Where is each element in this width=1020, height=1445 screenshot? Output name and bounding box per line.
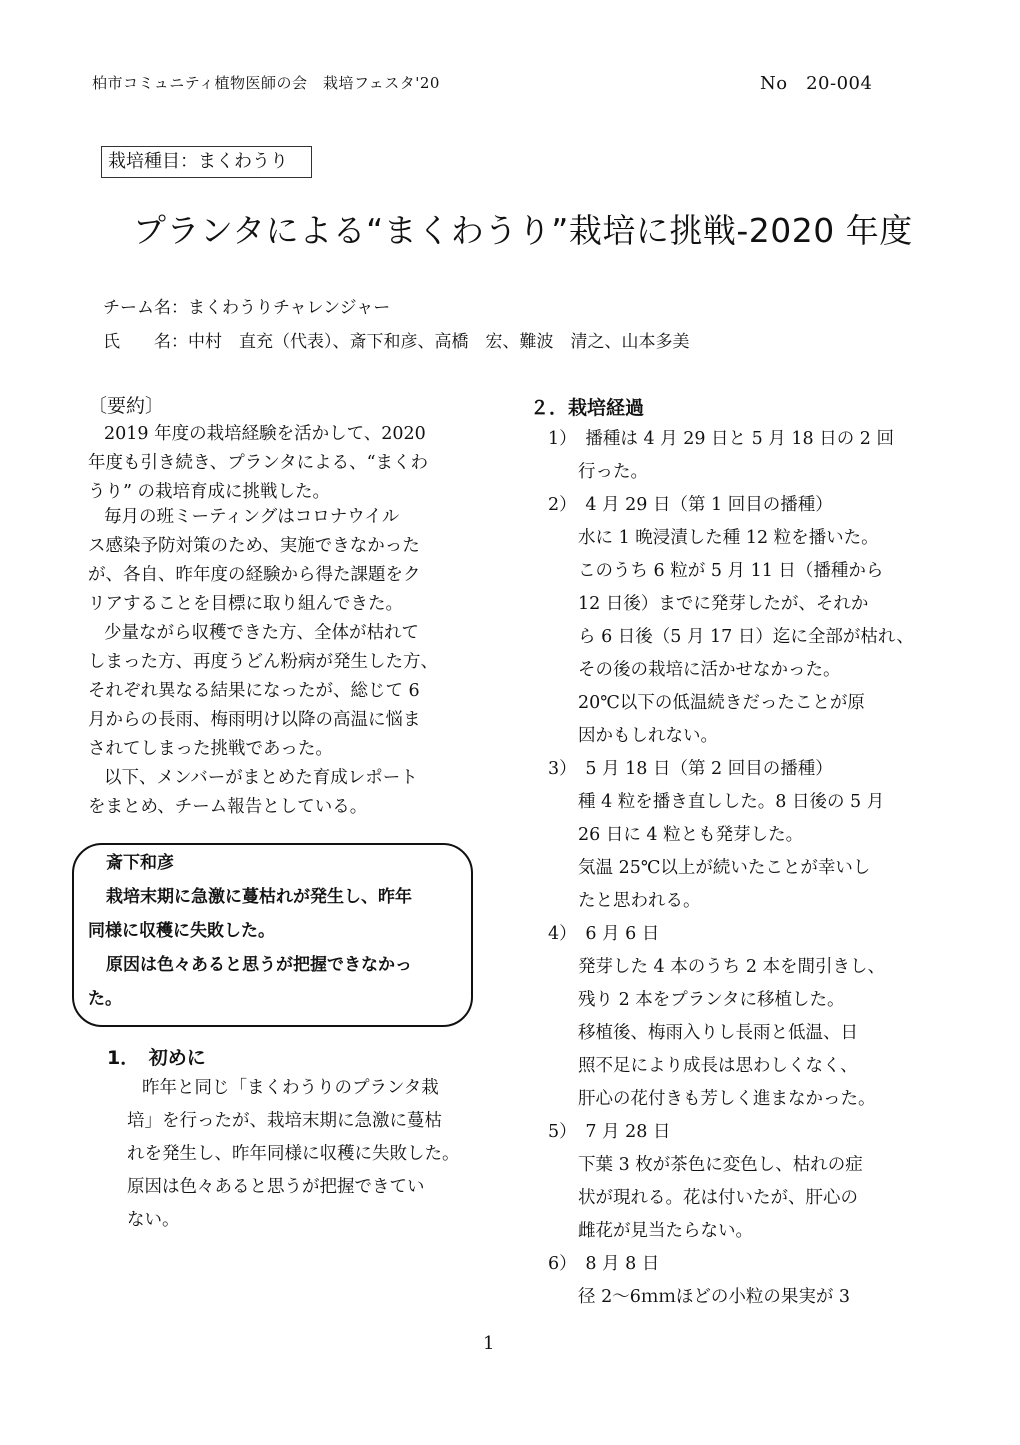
- crop-label-box: 栽培種目：まくわうり: [101, 146, 312, 178]
- section2-line: 2） 4 月 29 日（第 1 回目の播種）: [548, 495, 833, 515]
- summary-line: ス感染予防対策のため、実施できなかった: [88, 536, 420, 556]
- summary-line: うり” の栽培育成に挑戦した。: [88, 482, 331, 502]
- section2-line: 20℃以下の低温続きだったことが原: [578, 693, 865, 713]
- summary-line: リアすることを目標に取り組んできた。: [88, 594, 403, 614]
- page-number: 1: [483, 1333, 495, 1354]
- section2-line: 気温 25℃以上が続いたことが幸いし: [578, 858, 871, 878]
- section1-heading: 1． 初めに: [107, 1047, 206, 1069]
- team-members: 氏 名：中村 直充（代表）、斎下和彦、高橋 宏、難波 清之、山本多美: [103, 332, 690, 352]
- summary-line: それぞれ異なる結果になったが、総じて 6: [88, 681, 420, 701]
- section2-line: たと思われる。: [578, 891, 701, 911]
- section2-line: 残り 2 本をプランタに移植した。: [578, 990, 845, 1010]
- header-org: 柏市コミュニティ植物医師の会 栽培フェスタ'20: [92, 74, 440, 92]
- section2-line: 6） 8 月 8 日: [548, 1254, 660, 1274]
- summary-line: されてしまった挑戦であった。: [88, 739, 333, 759]
- section2-line: このうち 6 粒が 5 月 11 日（播種から: [578, 561, 884, 581]
- section1-line: 原因は色々あると思うが把握できてい: [127, 1177, 425, 1197]
- summary-line: しまった方、再度うどん粉病が発生した方、: [88, 652, 438, 672]
- summary-line: 毎月の班ミーティングはコロナウイル: [104, 507, 400, 527]
- summary-line: 月からの長雨、梅雨明け以降の高温に悩ま: [88, 710, 421, 730]
- section2-line: 状が現れる。花は付いたが、肝心の: [578, 1188, 858, 1208]
- section2-line: 行った。: [578, 462, 648, 482]
- section2-line: 26 日に 4 粒とも発芽した。: [578, 825, 804, 845]
- section2-line: 下葉 3 枚が茶色に変色し、枯れの症: [578, 1155, 863, 1175]
- summary-heading: 〔要約〕: [88, 395, 165, 417]
- summary-line: 以下、メンバーがまとめた育成レポート: [104, 768, 418, 788]
- section1-line: 昨年と同じ「まくわうりのプランタ栽: [142, 1078, 439, 1098]
- summary-line: が、各自、昨年度の経験から得た課題をク: [88, 565, 421, 585]
- section2-line: 移植後、梅雨入りし長雨と低温、日: [578, 1023, 858, 1043]
- callout-member-name: 斎下和彦: [106, 853, 174, 873]
- summary-line: 少量ながら収穫できた方、全体が枯れて: [104, 623, 419, 643]
- section2-line: その後の栽培に活かせなかった。: [578, 660, 841, 680]
- section2-line: 12 日後）までに発芽したが、それか: [578, 594, 869, 614]
- section2-line: 雌花が見当たらない。: [578, 1221, 753, 1241]
- callout-line: 同様に収穫に失敗した。: [88, 921, 275, 941]
- team-name: チーム名：まくわうりチャレンジャー: [103, 298, 391, 318]
- section2-heading: ２．栽培経過: [530, 397, 645, 419]
- summary-line: をまとめ、チーム報告としている。: [88, 797, 368, 817]
- summary-line: 年度も引き続き、プランタによる、“まくわ: [88, 453, 429, 473]
- callout-line: た。: [88, 989, 122, 1009]
- section2-line: 因かもしれない。: [578, 726, 718, 746]
- section2-line: 水に 1 晩浸漬した種 12 粒を播いた。: [578, 528, 879, 548]
- section1-line: ない。: [127, 1210, 180, 1230]
- section2-line: 発芽した 4 本のうち 2 本を間引きし、: [578, 957, 886, 977]
- section2-line: ら 6 日後（5 月 17 日）迄に全部が枯れ、: [578, 627, 914, 647]
- page-title: プランタによる“まくわうり”栽培に挑戦-2020 年度: [133, 211, 913, 250]
- section2-line: 照不足により成長は思わしくなく、: [578, 1056, 858, 1076]
- section2-line: 1） 播種は 4 月 29 日と 5 月 18 日の 2 回: [548, 429, 894, 449]
- document-number: No 20-004: [760, 73, 873, 94]
- section1-line: れを発生し、昨年同様に収穫に失敗した。: [127, 1144, 460, 1164]
- section2-line: 3） 5 月 18 日（第 2 回目の播種）: [548, 759, 833, 779]
- section1-line: 培」を行ったが、栽培末期に急激に蔓枯: [127, 1111, 442, 1131]
- section2-line: 種 4 粒を播き直しした。8 日後の 5 月: [578, 792, 885, 812]
- section2-line: 肝心の花付きも芳しく進まなかった。: [578, 1089, 876, 1109]
- callout-line: 栽培末期に急激に蔓枯れが発生し、昨年: [106, 887, 412, 907]
- callout-line: 原因は色々あると思うが把握できなかっ: [106, 955, 412, 975]
- summary-line: 2019 年度の栽培経験を活かして、2020: [104, 424, 426, 444]
- section2-line: 径 2～6ｍｍほどの小粒の果実が 3: [578, 1287, 851, 1307]
- section2-line: 5） 7 月 28 日: [548, 1122, 671, 1142]
- section2-line: 4） 6 月 6 日: [548, 924, 660, 944]
